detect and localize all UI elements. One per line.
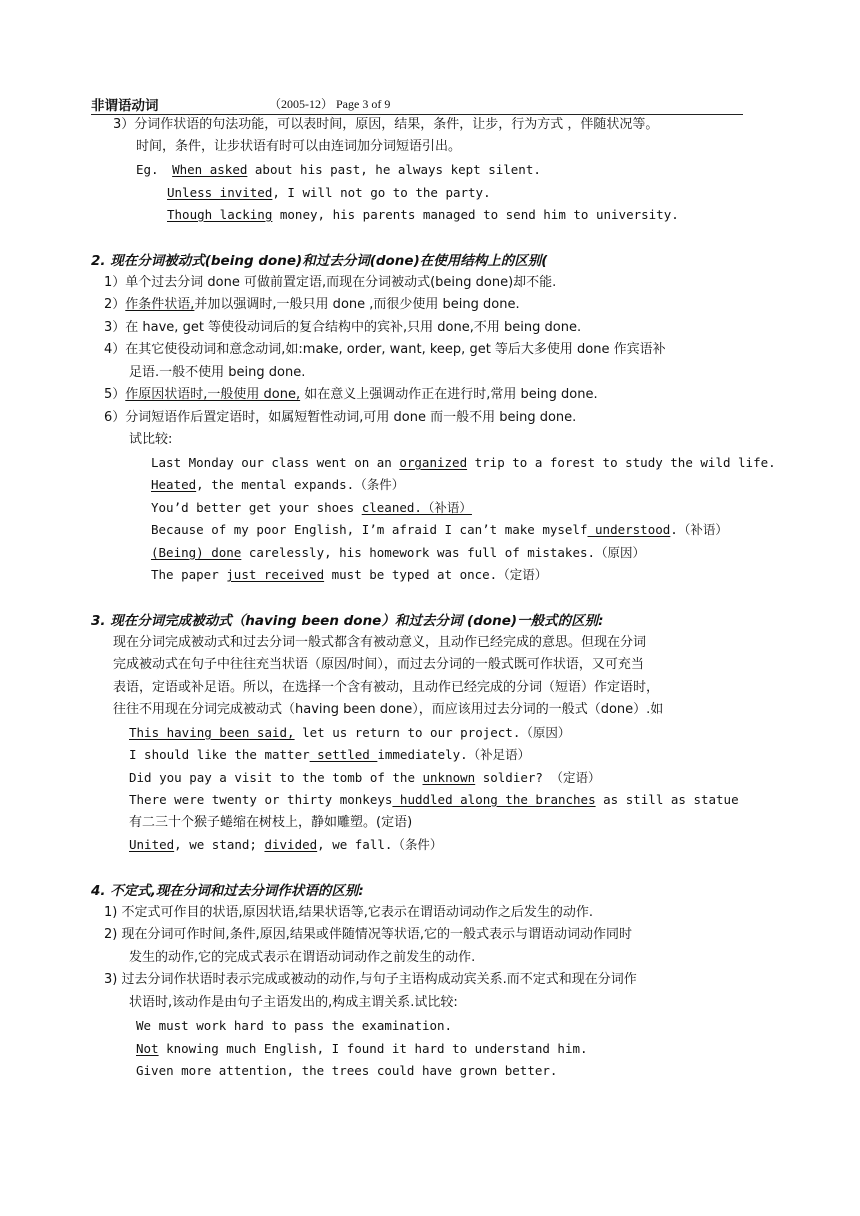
s1-line-1: 3）分词作状语的句法功能，可以表时间，原因，结果，条件，让步，行为方式 ，伴随状况等。 (113, 117, 659, 132)
underlined-phrase: (Being) done (151, 545, 242, 560)
s2-example-5 (151, 543, 645, 563)
example-text: , we stand; (174, 837, 265, 852)
page-header (91, 94, 743, 115)
underlined-phrase: This having been said, (129, 725, 295, 740)
s2-point-5 (104, 385, 598, 405)
s2-point-3: 3）在 have, get 等使役动词后的复合结构中的宾补,只用 done,不用 being done. (104, 320, 582, 335)
item-number: 2） (104, 297, 126, 312)
underlined-phrase: organized (399, 455, 468, 470)
s3-example-4-translation: 有二三十个猴子蜷缩在树枝上，静如雕塑。(定语) (129, 815, 413, 830)
example-text: , I will not go to the party. (272, 185, 491, 200)
section-3-title: 3. 现在分词完成被动式（having been done）和过去分词 (done)一般式的区别: (91, 613, 604, 629)
s3-example-3 (129, 768, 600, 788)
example-text: You’d better get your shoes (151, 500, 362, 515)
s4-point-3b: 状语时,该动作是由句子主语发出的,构成主谓关系.试比较: (129, 995, 458, 1010)
example-text: .（补语） (670, 522, 728, 537)
s3-body-1: 现在分词完成被动式和过去分词一般式都含有被动意义，且动作已经完成的意思。但现在分词 (113, 635, 647, 650)
s1-example-2 (167, 183, 491, 203)
example-text: as still as statue (595, 792, 739, 807)
example-text: Last Monday our class went on an (151, 455, 400, 470)
underlined-phrase: Unless invited (167, 185, 273, 200)
example-text: must be typed at once.（定语） (324, 567, 548, 582)
s4-point-1: 1) 不定式可作目的状语,原因状语,结果状语等,它表示在谓语动词动作之后发生的动作. (104, 905, 594, 920)
s2-example-3 (151, 498, 472, 518)
s2-compare-label: 试比较: (129, 432, 173, 447)
s3-example-4 (129, 790, 739, 810)
s2-point-2 (104, 295, 520, 315)
underlined-phrase: unknown (422, 770, 476, 785)
example-text: I should like the matter (129, 747, 310, 762)
s2-point-6: 6）分词短语作后置定语时，如属短暂性动词,可用 done 而一般不用 being done. (104, 410, 577, 425)
example-text: let us return to our project.（原因） (294, 725, 571, 740)
s1-example-3 (167, 205, 679, 225)
item-text: 并加以强调时,一般只用 done ,而很少使用 being done. (194, 297, 520, 312)
s2-point-4b: 足语.一般不使用 being done. (129, 365, 306, 380)
s4-example-2 (136, 1039, 588, 1059)
example-text: immediately.（补足语） (377, 747, 531, 762)
underlined-phrase: divided (264, 837, 318, 852)
example-text: There were twenty or thirty monkeys (129, 792, 393, 807)
underlined-phrase: Though lacking (167, 207, 273, 222)
header-page-info: （2005-12） Page 3 of 9 (269, 97, 391, 111)
example-text: Because of my poor English, I’m afraid I can’t make myself (151, 522, 588, 537)
example-text: carelessly, his homework was full of mistakes.（原因） (241, 545, 646, 560)
s3-body-4: 往往不用现在分词完成被动式（having been done），而应该用过去分词的一般式（done）.如 (113, 702, 664, 717)
example-text: trip to a forest to study the wild life. (467, 455, 776, 470)
example-text: Did you pay a visit to the tomb of the (129, 770, 423, 785)
example-text: The paper (151, 567, 227, 582)
s4-example-3: Given more attention, the trees could have grown better. (136, 1063, 558, 1078)
s3-body-3: 表语，定语或补足语。所以，在选择一个含有被动，且动作已经完成的分词（短语）作定语时， (113, 680, 660, 695)
header-title: 非谓语动词 (91, 98, 159, 114)
section-4-title: 4. 不定式,现在分词和过去分词作状语的区别: (91, 883, 364, 899)
s2-point-1: 1）单个过去分词 done 可做前置定语,而现在分词被动式(being done)却不能. (104, 275, 557, 290)
s3-body-2: 完成被动式在句子中往往充当状语（原因/时间），而过去分词的一般式既可作状语，又可充当 (113, 657, 644, 672)
s3-example-5 (129, 835, 442, 855)
example-text: money, his parents managed to send him to university. (272, 207, 679, 222)
s4-point-2b: 发生的动作,它的完成式表示在谓语动词动作之前发生的动作. (129, 950, 476, 965)
s4-point-3a: 3) 过去分词作状语时表示完成或被动的动作,与句子主语构成动宾关系.而不定式和现在分词作 (104, 972, 637, 987)
example-text: knowing much English, I found it hard to understand him. (158, 1041, 588, 1056)
item-number: 5） (104, 387, 126, 402)
s2-point-4a: 4）在其它使役动词和意念动词,如:make, order, want, keep, get 等后大多使用 done 作宾语补 (104, 342, 666, 357)
example-text: soldier? （定语） (475, 770, 601, 785)
eg-label: Eg. (136, 162, 159, 177)
section-2-title: 2. 现在分词被动式(being done)和过去分词(done)在使用结构上的区别( (91, 253, 548, 269)
s2-example-6 (151, 565, 547, 585)
s3-example-1 (129, 723, 570, 743)
underlined-phrase: settled (309, 747, 378, 762)
example-text: , we fall.（条件） (317, 837, 443, 852)
underlined-phrase: United (129, 837, 175, 852)
s4-point-2a: 2) 现在分词可作时间,条件,原因,结果或伴随情况等状语,它的一般式表示与谓语动词动作同时 (104, 927, 633, 942)
underlined-phrase: understood (587, 522, 671, 537)
underlined-phrase: 作原因状语时,一般使用 done, (125, 387, 301, 402)
underlined-phrase: cleaned.（补语） (361, 500, 472, 515)
s2-example-1 (151, 453, 776, 473)
underlined-phrase: When asked (172, 162, 248, 177)
s4-example-1: We must work hard to pass the examination. (136, 1018, 453, 1033)
underlined-phrase: huddled along the branches (392, 792, 596, 807)
s2-example-2 (151, 475, 404, 495)
underlined-phrase: Not (136, 1041, 159, 1056)
s3-example-2 (129, 745, 530, 765)
s1-example-1 (136, 160, 541, 180)
underlined-phrase: Heated (151, 477, 197, 492)
example-text: , the mental expands.（条件） (196, 477, 405, 492)
item-text: 如在意义上强调动作正在进行时,常用 being done. (300, 387, 598, 402)
underlined-phrase: just received (226, 567, 325, 582)
underlined-phrase: 作条件状语, (125, 297, 195, 312)
s2-example-4 (151, 520, 728, 540)
example-text: about his past, he always kept silent. (247, 162, 541, 177)
s1-line-2: 时间，条件，让步状语有时可以由连词加分词短语引出。 (136, 139, 462, 154)
